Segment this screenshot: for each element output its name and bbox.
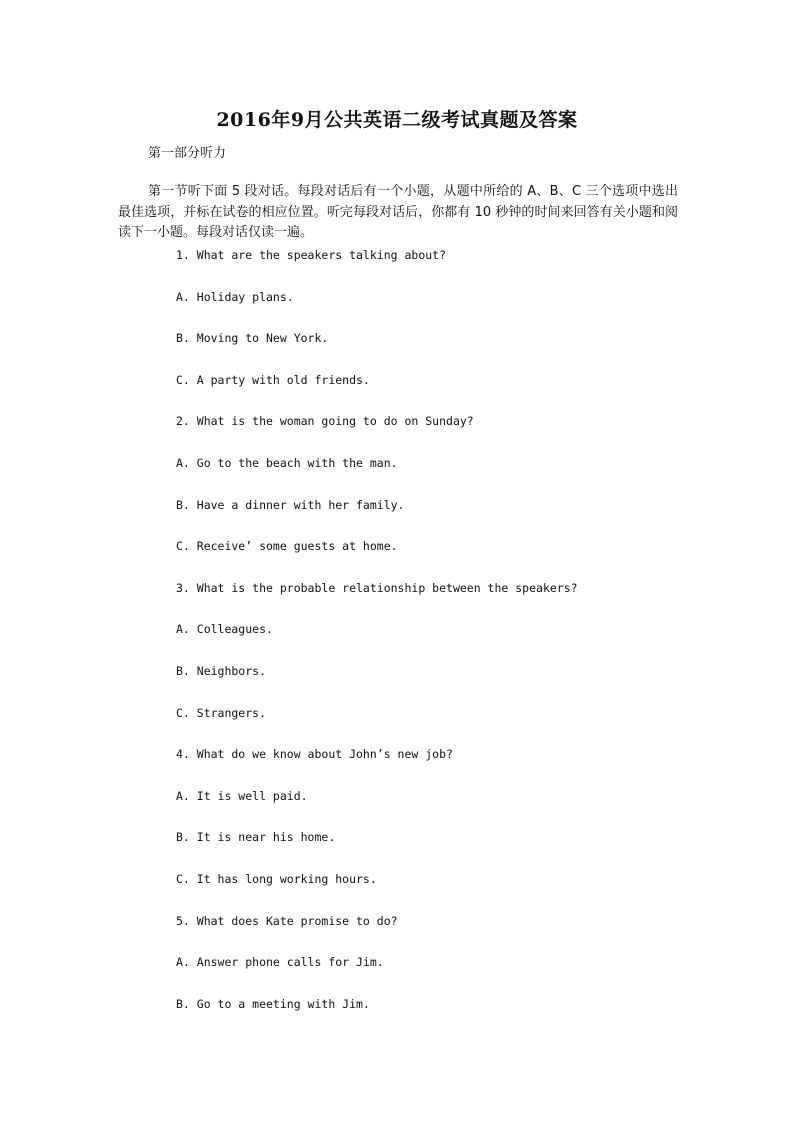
question-list: [176, 247, 578, 1037]
option-3c: C. Strangers.: [176, 705, 267, 720]
option-4c: C. It has long working hours.: [176, 871, 377, 886]
option-1a: A. Holiday plans.: [176, 289, 294, 304]
question-1: 1. What are the speakers talking about?: [176, 248, 447, 262]
option-2a: A. Go to the beach with the man.: [176, 455, 398, 470]
option-5b: B. Go to a meeting with Jim.: [176, 996, 370, 1011]
instructions-paragraph: 第一节听下面 5 段对话。每段对话后有一个小题，从题中所给的 A、B、C 三个选项中选出最佳选项，并标在试卷的相应位置。听完每段对话后，你都有 10 秒钟的时间来回答有关小题和阅读下一小题。每段对话仅读一遍。: [118, 184, 678, 240]
option-4b: B. It is near his home.: [176, 830, 336, 845]
question-2: 2. What is the woman going to do on Sunday?: [176, 414, 474, 429]
question-4: 4. What do we know about John’s new job?: [176, 747, 453, 762]
option-2c: C. Receive’ some guests at home.: [176, 539, 398, 554]
option-3a: A. Colleagues.: [176, 622, 273, 637]
option-1b: B. Moving to New York.: [176, 331, 329, 346]
page-title: 2016年9月公共英语二级考试真题及答案: [216, 109, 578, 131]
question-5: 5. What does Kate promise to do?: [176, 913, 398, 928]
option-2b: B. Have a dinner with her family.: [176, 497, 405, 512]
option-1c: C. A party with old friends.: [176, 372, 370, 387]
question-3: 3. What is the probable relationship between the speakers?: [176, 580, 578, 595]
option-3b: B. Neighbors.: [176, 663, 267, 678]
section-heading: 第一部分听力: [148, 146, 227, 161]
option-4a: A. It is well paid.: [176, 788, 308, 803]
option-5a: A. Answer phone calls for Jim.: [176, 955, 384, 970]
